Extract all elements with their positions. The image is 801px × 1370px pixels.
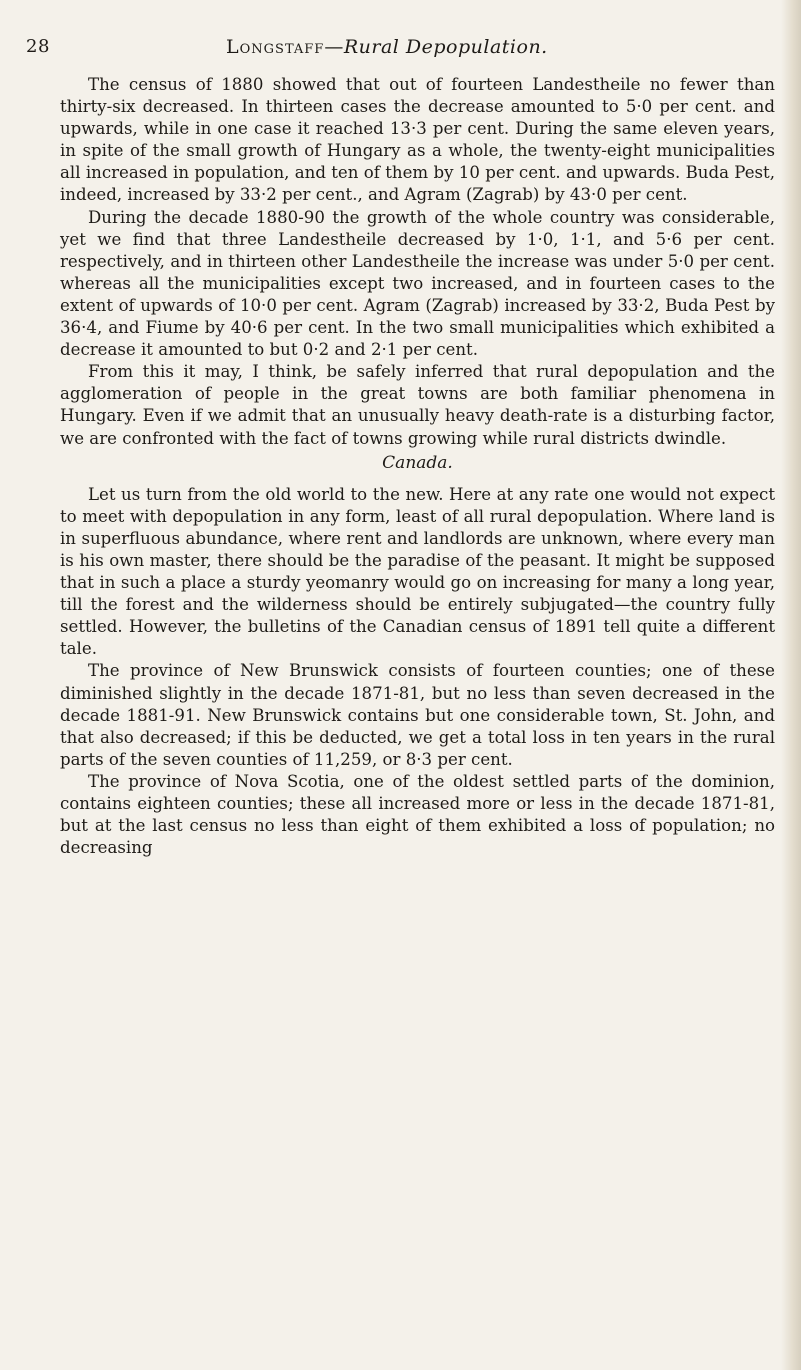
body-text xyxy=(60,74,775,859)
paragraph: The province of Nova Scotia, one of the oldest settled parts of the dominion, contains eighteen counties; these all increased more or less in the decade 1871-81, but at the last census no less than eight of them exhibited a loss of population; no decreasing xyxy=(60,771,775,858)
section-heading: Canada. xyxy=(382,452,453,473)
page-header xyxy=(26,34,775,74)
running-head-dash: — xyxy=(324,36,344,58)
paragraph: The province of New Brunswick consists of fourteen counties; one of these diminished slightly in the decade 1871-81, but no less than seven decreased in the decade 1881-91. New Brunswick contains but one considerable town, St. John, and that also decreased; if this be deducted, we get a total loss in ten years in the rural parts of the seven counties of 11,259, or 8·3 per cent. xyxy=(60,661,775,769)
paragraph: Let us turn from the old world to the new. Here at any rate one would not expect to meet with depopulation in any form, least of all rural depopulation. Where land is in superfluous abundance, where rent and landlords are unknown, where every man is his own master, there should be the paradise of the peasant. It might be supposed that in such a place a sturdy yeomanry would go on increasing for many a long year, till the forest and the wilderness should be entirely subjugated—the country fully settled. However, the bulletins of the Canadian census of 1891 tell quite a different tale. xyxy=(60,484,775,659)
paragraph: The census of 1880 showed that out of fourteen Landestheile no fewer than thirty-six decreased. In thirteen cases the decrease amounted to 5·0 per cent. and upwards, while in one case it reached 13·3 per cent. During the same eleven years, in spite of the small growth of Hungary as a whole, the twenty-eight municipalities all increased in population, and ten of them by 10 per cent. and upwards. Buda Pest, indeed, increased by 33·2 per cent., and Agram (Zagrab) by 43·0 per cent. xyxy=(60,75,775,205)
paragraph: During the decade 1880-90 the growth of the whole country was considerable, yet we find that three Landestheile decreased by 1·0, 1·1, and 5·6 per cent. respectively, and in thirteen other Landestheile the increase was under 5·0 per cent. whereas all the municipalities except two increased, and in fourteen cases to the extent of upwards of 10·0 per cent. Agram (Zagrab) increased by 33·2, Buda Pest by 36·4, and Fiume by 40·6 per cent. In the two small municipalities which exhibited a decrease it amounted to but 0·2 and 2·1 per cent. xyxy=(60,207,775,360)
running-head-title: Rural Depopulation. xyxy=(343,36,548,58)
running-head xyxy=(226,36,548,58)
paragraph: From this it may, I think, be safely inferred that rural depopulation and the agglomeration of people in the great towns are both familiar phenomena in Hungary. Even if we admit that an unusually heavy death-rate is a disturbing factor, we are confronted with the fact of towns growing while rural districts dwindle. xyxy=(60,362,775,448)
running-head-author: Longstaff xyxy=(226,36,325,58)
page-number: 28 xyxy=(26,36,50,57)
page-edge-shadow xyxy=(781,0,801,1370)
